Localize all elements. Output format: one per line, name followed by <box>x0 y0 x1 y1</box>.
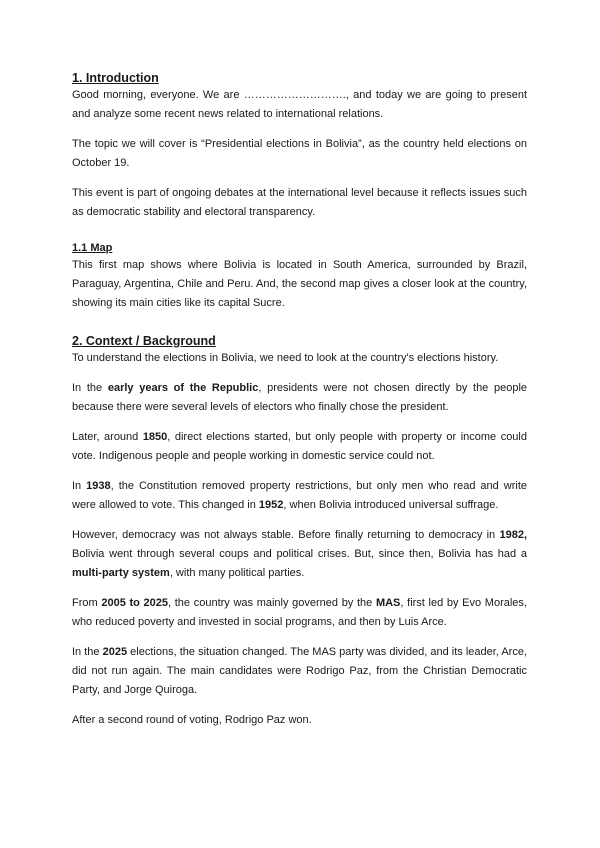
context-paragraph-5: However, democracy was not always stable. Before finally returning to democracy in 1982, Bolivia went through several coups and political crises. But, since then, Bolivia has had a multi-party system, with many political parties. <box>72 529 527 579</box>
context-paragraph-2: In the early years of the Republic, presidents were not chosen directly by the people because there were several levels of electors who finally chose the president. <box>72 382 528 413</box>
map-heading: 1.1 Map <box>72 242 113 254</box>
introduction-paragraph-3: This event is part of ongoing debates at the international level because it reflects issues such as democratic stability and electoral transparency. <box>72 187 527 218</box>
context-paragraph-6: From 2005 to 2025, the country was mainly governed by the MAS, first led by Evo Morales, who reduced poverty and invested in social programs, and then by Luis Arce. <box>72 597 527 628</box>
context-section <box>72 333 527 730</box>
document-page <box>72 70 527 730</box>
map-paragraph: This first map shows where Bolivia is located in South America, surrounded by Brazil, Paraguay, Argentina, Chile and Peru. And, the second map gives a closer look at the country, showing its main cities like its capital Sucre. <box>72 259 527 309</box>
context-paragraph-3: Later, around 1850, direct elections started, but only people with property or income could vote. Indigenous people and people working in domestic service could not. <box>72 431 527 462</box>
introduction-paragraph-1: Good morning, everyone. We are ………………………., and today we are going to present and analyze some recent news related to international relations. <box>72 89 527 120</box>
map-section <box>72 241 527 313</box>
context-heading: 2. Context / Background <box>72 334 216 348</box>
context-paragraph-1: To understand the elections in Bolivia, we need to look at the country's elections history. <box>72 352 499 364</box>
context-paragraph-8: After a second round of voting, Rodrigo Paz won. <box>72 714 312 726</box>
context-paragraph-4: In 1938, the Constitution removed property restrictions, but only men who read and write were allowed to vote. This changed in 1952, when Bolivia introduced universal suffrage. <box>72 480 528 511</box>
introduction-paragraph-2: The topic we will cover is “Presidential elections in Bolivia”, as the country held elections on October 19. <box>72 138 527 169</box>
introduction-section <box>72 70 527 222</box>
introduction-heading: 1. Introduction <box>72 71 159 85</box>
context-paragraph-7: In the 2025 elections, the situation changed. The MAS party was divided, and its leader, Arce, did not run again. The main candidates were Rodrigo Paz, from the Christian Democratic Party, and Jorge Quiroga. <box>72 646 527 696</box>
